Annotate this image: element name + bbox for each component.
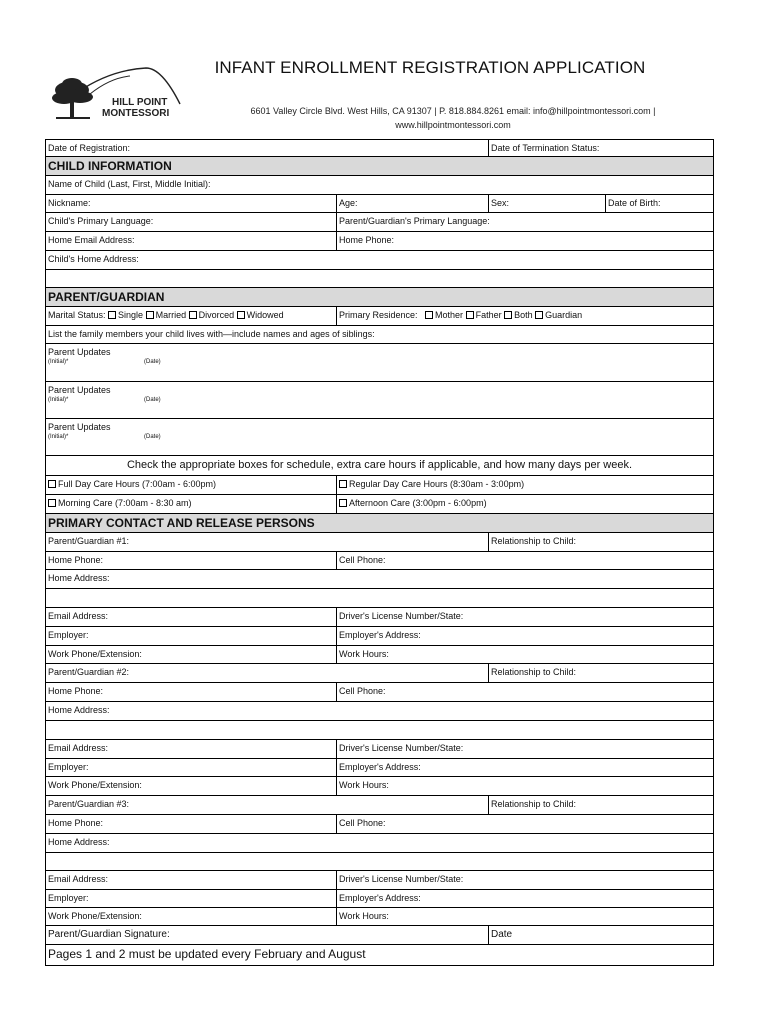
marital-option-single[interactable]: Single [108, 310, 143, 320]
residence-option-mother[interactable]: Mother [425, 310, 463, 320]
primary-contact-heading: PRIMARY CONTACT AND RELEASE PERSONS [46, 514, 713, 533]
guardian-2-phone-row [46, 683, 713, 702]
guardian-3-relationship-field[interactable]: Relationship to Child: [491, 799, 577, 809]
parent-language-field[interactable]: Parent/Guardian's Primary Language: [339, 216, 490, 226]
signature-date-field[interactable]: Date [491, 929, 513, 940]
regular-day-option[interactable]: Regular Day Care Hours (8:30am - 3:00pm) [337, 476, 713, 494]
signature-row [46, 926, 713, 945]
guardian-2-row [46, 664, 713, 683]
initial-label: (Initial)* [48, 434, 69, 440]
dates-row [46, 140, 713, 157]
parent-updates-field[interactable] [46, 382, 713, 418]
checkbox-icon[interactable] [146, 311, 154, 319]
family-members-field[interactable]: List the family members your child lives with—include names and ages of siblings: [48, 329, 375, 339]
guardian-1-work-row [46, 646, 713, 664]
signature-field[interactable]: Parent/Guardian Signature: [46, 926, 489, 944]
guardian-1-address-row [46, 570, 713, 589]
svg-text:MONTESSORI: MONTESSORI [102, 108, 170, 119]
guardian-2-address-row [46, 702, 713, 721]
parent-updates-label: Parent Updates [48, 347, 111, 357]
residence-option-guardian[interactable]: Guardian [535, 310, 582, 320]
guardian-2-home-phone-field[interactable]: Home Phone: [46, 683, 337, 701]
primary-residence-field [337, 307, 713, 325]
date-of-registration-field[interactable]: Date of Registration: [46, 140, 489, 156]
age-field[interactable]: Age: [337, 195, 489, 212]
guardian-1-home-address-field[interactable]: Home Address: [48, 573, 110, 583]
guardian-2-field[interactable]: Parent/Guardian #2: [46, 664, 489, 682]
guardian-3-phone-row [46, 815, 713, 834]
guardian-1-cell-phone-field[interactable]: Cell Phone: [339, 555, 386, 565]
child-name-row [46, 176, 713, 195]
initial-label: (Initial)* [48, 359, 69, 365]
guardian-2-cell-phone-field[interactable]: Cell Phone: [339, 686, 386, 696]
date-label: (Date) [144, 434, 161, 440]
family-members-row [46, 326, 713, 344]
checkbox-icon[interactable] [535, 311, 543, 319]
schedule-row-1 [46, 476, 713, 495]
footer-row [46, 945, 713, 965]
guardian-3-license-field[interactable]: Driver's License Number/State: [339, 874, 464, 884]
residence-option-father[interactable]: Father [466, 310, 502, 320]
parent-guardian-heading: PARENT/GUARDIAN [46, 288, 713, 307]
primary-residence-label: Primary Residence: [339, 310, 418, 320]
checkbox-icon[interactable] [108, 311, 116, 319]
checkbox-icon[interactable] [466, 311, 474, 319]
guardian-1-email-field[interactable]: Email Address: [46, 608, 337, 626]
checkbox-icon[interactable] [48, 499, 56, 507]
blank-row [46, 721, 713, 740]
guardian-1-email-row [46, 608, 713, 627]
blank-row [46, 853, 713, 871]
blank-row [46, 270, 713, 288]
checkbox-icon[interactable] [48, 480, 56, 488]
child-name-field[interactable]: Name of Child (Last, First, Middle Initial): [48, 179, 211, 189]
form-header [0, 0, 770, 135]
nickname-row [46, 195, 713, 213]
contact-line-address: 6601 Valley Circle Blvd. West Hills, CA 91307 | P. 818.884.8261 email: info@hillpointmontessori.com | [250, 106, 656, 116]
checkbox-icon[interactable] [425, 311, 433, 319]
checkbox-icon[interactable] [339, 499, 347, 507]
guardian-1-home-phone-field[interactable]: Home Phone: [46, 552, 337, 569]
nickname-field[interactable]: Nickname: [46, 195, 337, 212]
guardian-2-license-field[interactable]: Driver's License Number/State: [339, 743, 464, 753]
guardian-1-phone-row [46, 552, 713, 570]
checkbox-icon[interactable] [339, 480, 347, 488]
parent-updates-row-3 [46, 419, 713, 456]
guardian-2-employer-address-field[interactable]: Employer's Address: [339, 762, 421, 772]
guardian-2-email-row [46, 740, 713, 759]
guardian-3-email-row [46, 871, 713, 890]
guardian-2-employer-row [46, 759, 713, 777]
guardian-3-home-phone-field[interactable]: Home Phone: [46, 815, 337, 833]
afternoon-care-option[interactable]: Afternoon Care (3:00pm - 6:00pm) [337, 495, 713, 513]
guardian-1-employer-row [46, 627, 713, 646]
parent-updates-label: Parent Updates [48, 385, 111, 395]
guardian-3-work-hours-field[interactable]: Work Hours: [339, 911, 389, 921]
update-note: Pages 1 and 2 must be updated every February and August [48, 947, 366, 961]
guardian-2-email-field[interactable]: Email Address: [46, 740, 337, 758]
guardian-2-employer-field[interactable]: Employer: [46, 759, 337, 776]
guardian-1-row [46, 533, 713, 552]
guardian-1-license-field[interactable]: Driver's License Number/State: [339, 611, 464, 621]
guardian-1-work-hours-field[interactable]: Work Hours: [339, 649, 389, 659]
guardian-2-work-hours-field[interactable]: Work Hours: [339, 780, 389, 790]
child-language-field[interactable]: Child's Primary Language: [46, 213, 337, 231]
schedule-instruction: Check the appropriate boxes for schedule, extra care hours if applicable, and how many days per week. [126, 459, 633, 471]
guardian-3-cell-phone-field[interactable]: Cell Phone: [339, 818, 386, 828]
parent-updates-row-1 [46, 344, 713, 382]
marital-status-label: Marital Status: [48, 310, 106, 320]
schedule-instruction-row [46, 456, 713, 476]
guardian-3-address-row [46, 834, 713, 853]
marital-status-field [46, 307, 337, 325]
date-of-birth-field[interactable]: Date of Birth: [608, 198, 661, 208]
guardian-3-row [46, 796, 713, 815]
guardian-1-employer-address-field[interactable]: Employer's Address: [339, 630, 421, 640]
guardian-1-field[interactable]: Parent/Guardian #1: [46, 533, 489, 551]
initial-label: (Initial)* [48, 397, 69, 403]
marital-row [46, 307, 713, 326]
home-email-row [46, 232, 713, 251]
guardian-3-employer-address-field[interactable]: Employer's Address: [339, 893, 421, 903]
guardian-1-employer-field[interactable]: Employer: [46, 627, 337, 645]
page-title: INFANT ENROLLMENT REGISTRATION APPLICATION [214, 58, 646, 77]
marital-option-divorced[interactable]: Divorced [189, 310, 235, 320]
guardian-2-home-address-field[interactable]: Home Address: [48, 705, 110, 715]
guardian-3-employer-row [46, 890, 713, 908]
enrollment-form [45, 139, 714, 966]
parent-updates-row-2 [46, 382, 713, 419]
guardian-2-work-row [46, 777, 713, 796]
date-of-termination-field[interactable]: Date of Termination Status: [491, 143, 600, 153]
schedule-row-2 [46, 495, 713, 514]
guardian-3-email-field[interactable]: Email Address: [46, 871, 337, 889]
guardian-2-relationship-field[interactable]: Relationship to Child: [491, 667, 577, 677]
contact-info [222, 104, 684, 132]
marital-option-married[interactable]: Married [146, 310, 187, 320]
guardian-3-home-address-field[interactable]: Home Address: [48, 837, 110, 847]
checkbox-icon[interactable] [237, 311, 245, 319]
guardian-3-field[interactable]: Parent/Guardian #3: [46, 796, 489, 814]
checkbox-icon[interactable] [504, 311, 512, 319]
child-address-row [46, 251, 713, 270]
blank-row [46, 589, 713, 608]
guardian-1-relationship-field[interactable]: Relationship to Child: [491, 536, 577, 546]
guardian-2-work-phone-field[interactable]: Work Phone/Extension: [46, 777, 337, 795]
guardian-1-work-phone-field[interactable]: Work Phone/Extension: [46, 646, 337, 663]
contact-line-website: www.hillpointmontessori.com [395, 120, 511, 130]
full-day-option[interactable]: Full Day Care Hours (7:00am - 6:00pm) [46, 476, 337, 494]
parent-updates-field[interactable] [46, 344, 713, 381]
marital-option-widowed[interactable]: Widowed [237, 310, 284, 320]
child-information-heading: CHILD INFORMATION [46, 157, 713, 176]
guardian-3-work-row [46, 908, 713, 926]
date-label: (Date) [144, 359, 161, 365]
guardian-3-work-phone-field[interactable]: Work Phone/Extension: [46, 908, 337, 925]
home-email-field[interactable]: Home Email Address: [46, 232, 337, 250]
guardian-3-employer-field[interactable]: Employer: [46, 890, 337, 907]
checkbox-icon[interactable] [189, 311, 197, 319]
parent-updates-field[interactable] [46, 419, 713, 455]
language-row [46, 213, 713, 232]
date-label: (Date) [144, 397, 161, 403]
hill-point-montessori-logo [50, 64, 190, 132]
parent-updates-label: Parent Updates [48, 422, 111, 432]
child-home-phone-field[interactable]: Home Phone: [339, 235, 395, 245]
svg-text:HILL POINT: HILL POINT [112, 97, 168, 108]
residence-option-both[interactable]: Both [504, 310, 533, 320]
child-home-address-field[interactable]: Child's Home Address: [48, 254, 139, 264]
morning-care-option[interactable]: Morning Care (7:00am - 8:30 am) [46, 495, 337, 513]
sex-field[interactable]: Sex: [489, 195, 606, 212]
